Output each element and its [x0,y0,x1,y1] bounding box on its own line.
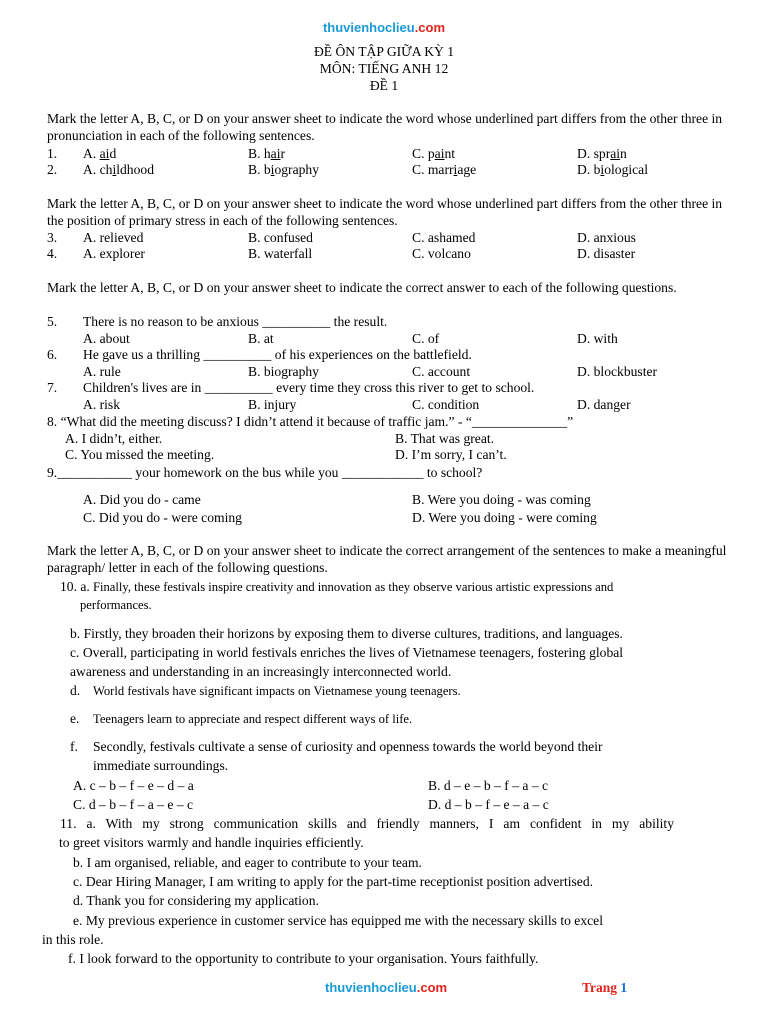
q6-option-b: B. biography [248,364,319,379]
footer-brand[interactable] [325,980,447,995]
q10-sentence-f-label: f. [70,739,78,754]
q1-option-d: D. sprain [577,146,627,161]
q10-option-d: D. d – b – f – e – a – c [428,797,549,812]
q9-option-d: D. Were you doing - were coming [412,510,597,525]
q10-sentence-e: Teenagers learn to appreciate and respect different ways of life. [93,712,413,726]
brand-name: thuvienhoclieu [322,20,415,35]
q2-option-d: D. biological [577,162,648,177]
q10-label: 10. a. [60,579,90,594]
exam-title: ĐỀ ÔN TẬP GIỮA KỲ 1 [313,44,455,59]
q10-sentence-e-label: e. [70,711,80,726]
q10-option-c: C. d – b – f – a – e – c [73,797,194,812]
header-brand[interactable] [0,20,768,35]
page-number: 1 [620,980,628,995]
q3-option-a: A. relieved [83,230,144,245]
q10-sentence-d: World festivals have significant impacts on Vietnamese young teenagers. [93,684,461,698]
q10-sentence-f-line1: Secondly, festivals cultivate a sense of curiosity and openness towards the world beyond their [93,739,603,754]
q2-number: 2. [47,162,58,177]
q11-sentence-a-line1: 11. a. With my strong communication skills and friendly manners, I am confident in my ability [60,816,674,831]
q9-option-b: B. Were you doing - was coming [412,492,591,507]
footer-brand-domain: .com [416,980,448,995]
q11-sentence-e-line1: e. My previous experience in customer service has equipped me with the necessary skills to excel [73,913,603,928]
q8-option-c: C. You missed the meeting. [65,447,215,462]
q10-sentence-c-line2: awareness and understanding in an increasingly interconnected world. [70,664,452,679]
section4-instruction: Mark the letter A, B, C, or D on your answer sheet to indicate the correct arrangement of the sentences to make a meaningful paragraph/ letter in each of the following questions. [47,543,727,575]
footer-brand-name: thuvienhoclieu [325,980,417,995]
q11-sentence-e-line2: in this role. [42,932,104,947]
q5-stem: There is no reason to be anxious __________ the result. [83,314,388,329]
q5-option-a: A. about [83,331,130,346]
q5-option-b: B. at [248,331,274,346]
q4-option-b: B. waterfall [248,246,313,261]
q7-number: 7. [47,380,58,395]
q6-option-a: A. rule [83,364,121,379]
q2-option-c: C. marriage [412,162,477,177]
q2-option-a: A. childhood [83,162,154,177]
q11-sentence-d: d. Thank you for considering my application. [73,893,319,908]
q7-option-b: B. injury [248,397,297,412]
q6-option-d: D. blockbuster [577,364,658,379]
q5-number: 5. [47,314,58,329]
q11-sentence-b: b. I am organised, reliable, and eager to contribute to your team. [73,855,422,870]
q8-option-a: A. I didn’t, either. [65,431,163,446]
q3-option-d: D. anxious [577,230,636,245]
q11-sentence-a-line2: to greet visitors warmly and handle inquiries efficiently. [59,835,364,850]
exam-number: ĐỀ 1 [369,78,399,93]
q2-option-b: B. biography [248,162,319,177]
page-indicator [582,980,627,996]
q5-option-c: C. of [412,331,440,346]
q7-stem: Children's lives are in __________ every time they cross this river to get to school. [83,380,535,395]
q11-sentence-f: f. I look forward to the opportunity to contribute to your organisation. Yours faithfully. [68,951,539,966]
q9-option-a: A. Did you do - came [83,492,201,507]
q10-sentence-c-line1: c. Overall, participating in world festivals enriches the lives of Vietnamese teenagers, fostering global [70,645,624,660]
q8-option-b: B. That was great. [395,431,495,446]
q10-option-a: A. c – b – f – e – d – a [73,778,194,793]
section3-instruction: Mark the letter A, B, C, or D on your answer sheet to indicate the correct answer to each of the following questions. [47,280,677,295]
q4-number: 4. [47,246,58,261]
q1-option-c: C. paint [412,146,456,161]
q6-number: 6. [47,347,58,362]
q10-sentence-a-line1: Finally, these festivals inspire creativity and innovation as they observe various artistic expressions and [93,580,614,594]
q6-stem: He gave us a thrilling __________ of his experiences on the battlefield. [83,347,472,362]
q7-option-a: A. risk [83,397,121,412]
q4-option-a: A. explorer [83,246,145,261]
subject-title: MÔN: TIẾNG ANH 12 [319,61,449,76]
section2-instruction: Mark the letter A, B, C, or D on your answer sheet to indicate the word whose underlined part differs from the other three in the position of primary stress in each of the following sentences. [47,196,723,228]
q10-option-b: B. d – e – b – f – a – c [428,778,549,793]
q1-option-a: A. aid [83,146,117,161]
q3-option-c: C. ashamed [412,230,476,245]
q4-option-c: C. volcano [412,246,471,261]
brand-domain: .com [414,20,446,35]
q1-number: 1. [47,146,58,161]
q8-stem: 8. “What did the meeting discuss? I didn’t attend it because of traffic jam.” - “______________” [47,414,574,429]
section1-instruction: Mark the letter A, B, C, or D on your answer sheet to indicate the word whose underlined part differs from the other three in pronunciation in each of the following sentences. [47,111,723,143]
q3-number: 3. [47,230,58,245]
q9-stem: 9.___________ your homework on the bus while you ____________ to school? [47,465,483,480]
q6-option-c: C. account [412,364,471,379]
q10-sentence-f-line2: immediate surroundings. [93,758,229,773]
q11-sentence-c: c. Dear Hiring Manager, I am writing to apply for the part-time receptionist position advertised. [73,874,594,889]
q7-option-d: D. danger [577,397,631,412]
q10-sentence-d-label: d. [70,683,81,698]
q9-option-c: C. Did you do - were coming [83,510,242,525]
q3-option-b: B. confused [248,230,313,245]
q7-option-c: C. condition [412,397,480,412]
q4-option-d: D. disaster [577,246,636,261]
q1-option-b: B. hair [248,146,286,161]
q10-sentence-b: b. Firstly, they broaden their horizons by exposing them to diverse cultures, traditions, and languages. [70,626,623,641]
q10-sentence-a-line2: performances. [80,598,152,612]
page-label: Trang [582,980,618,995]
q5-option-d: D. with [577,331,618,346]
q8-option-d: D. I’m sorry, I can’t. [395,447,507,462]
